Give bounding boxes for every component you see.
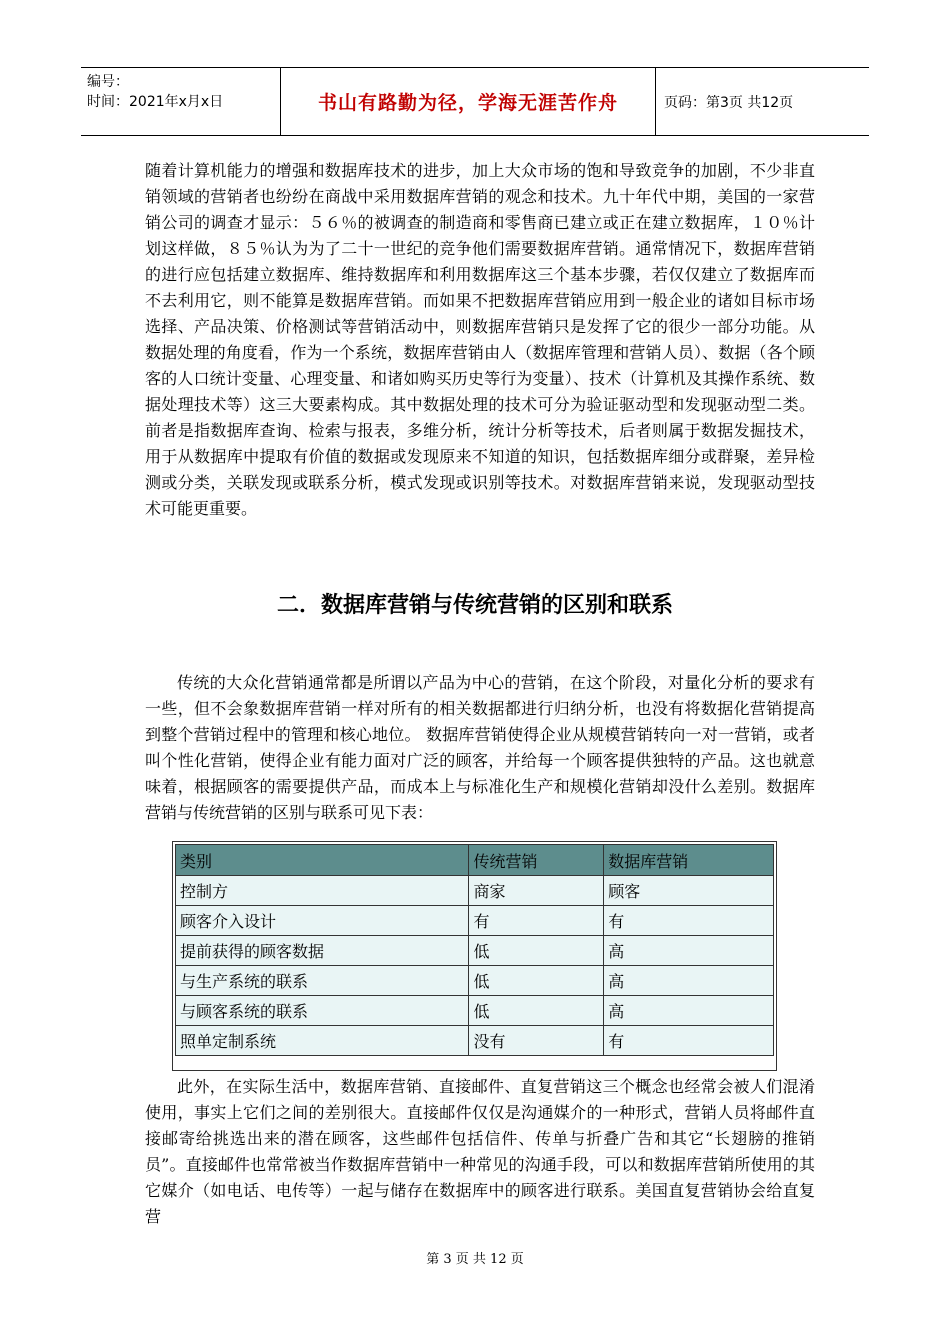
table-cell: 控制方 [176, 876, 469, 906]
table-row [176, 936, 774, 966]
table-cell: 高 [604, 996, 774, 1026]
comparison-table [175, 844, 774, 1056]
page-footer: 第 3 页 共 12 页 [426, 1252, 524, 1267]
table-cell: 有 [469, 906, 604, 936]
table-cell: 有 [604, 1026, 774, 1056]
table-row [176, 906, 774, 936]
page-header [81, 67, 869, 136]
table-cell: 高 [604, 966, 774, 996]
table-cell: 低 [469, 936, 604, 966]
table-cell: 顾客介入设计 [176, 906, 469, 936]
table-header-row [176, 845, 774, 876]
section-heading: 二．数据库营销与传统营销的区别和联系 [276, 593, 673, 618]
table-row [176, 876, 774, 906]
table-cell: 顾客 [604, 876, 774, 906]
table-row [176, 966, 774, 996]
table-row [176, 1026, 774, 1056]
table-cell: 照单定制系统 [176, 1026, 469, 1056]
table-header-cell: 类别 [176, 845, 469, 876]
table-cell: 有 [604, 906, 774, 936]
table-row [176, 996, 774, 1026]
table-cell: 与顾客系统的联系 [176, 996, 469, 1026]
table-cell: 没有 [469, 1026, 604, 1056]
table-cell: 商家 [469, 876, 604, 906]
table-header-cell: 传统营销 [469, 845, 604, 876]
header-meta [81, 68, 281, 135]
number-label: 编号： [87, 74, 129, 90]
time-label: 时间：2021年x月x日 [87, 94, 224, 110]
body-paragraph-2: 传统的大众化营销通常都是所谓以产品为中心的营销，在这个阶段，对量化分析的要求有一些，但不会象数据库营销一样对所有的相关数据都进行归纳分析，也没有将数据化营销提高到整个营销过程中的管理和核心地位。 数据库营销使得企业从规模营销转向一对一营销，或者叫个性化营销，使得企业有能力面对广泛的顾客，并给每一个顾客提供独特的产品。这也就意味着，根据顾客的需要提供产品，而成本上与标准化生产和规模化营销却没什么差别。数据库营销与传统营销的区别与联系可见下表： [145, 673, 815, 822]
table-header-cell: 数据库营销 [604, 845, 774, 876]
table-cell: 与生产系统的联系 [176, 966, 469, 996]
table-cell: 高 [604, 936, 774, 966]
table-cell: 低 [469, 966, 604, 996]
body-paragraph-1: 随着计算机能力的增强和数据库技术的进步，加上大众市场的饱和导致竞争的加剧，不少非直销领域的营销者也纷纷在商战中采用数据库营销的观念和技术。九十年代中期，美国的一家营销公司的调查才显示：５６％的被调查的制造商和零售商已建立或正在建立数据库，１０％计划这样做，８５％认为为了二十一世纪的竞争他们需要数据库营销。通常情况下，数据库营销的进行应包括建立数据库、维持数据库和利用数据库这三个基本步骤，若仅仅建立了数据库而不去利用它，则不能算是数据库营销。而如果不把数据库营销应用到一般企业的诸如目标市场选择、产品决策、价格测试等营销活动中，则数据库营销只是发挥了它的很少一部分功能。从数据处理的角度看，作为一个系统，数据库营销由人（数据库管理和营销人员）、数据（各个顾客的人口统计变量、心理变量、和诸如购买历史等行为变量）、技术（计算机及其操作系统、数据处理技术等）这三大要素构成。其中数据处理的技术可分为验证驱动型和发现驱动型二类。前者是指数据库查询、检索与报表，多维分析，统计分析等技术，后者则属于数据发掘技术，用于从数据库中提取有价值的数据或发现原来不知道的知识，包括数据库细分或群聚，差异检测或分类，关联发现或联系分析，模式发现或识别等技术。对数据库营销来说，发现驱动型技术可能更重要。 [145, 161, 815, 518]
body-paragraph-3: 此外，在实际生活中，数据库营销、直接邮件、直复营销这三个概念也经常会被人们混淆使用，事实上它们之间的差别很大。直接邮件仅仅是沟通媒介的一种形式，营销人员将邮件直接邮寄给挑选出来的潜在顾客，这些邮件包括信件、传单与折叠广告和其它“长翅膀的推销员”。直接邮件也常常被当作数据库营销中一种常见的沟通手段，可以和数据库营销所使用的其它媒介（如电话、电传等）一起与储存在数据库中的顾客进行联系。美国直复营销协会给直复营 [145, 1077, 815, 1226]
table-cell: 低 [469, 996, 604, 1026]
table-cell: 提前获得的顾客数据 [176, 936, 469, 966]
header-page-info: 页码：第3页 共12页 [664, 94, 794, 111]
header-motto: 书山有路勤为径，学海无涯苦作舟 [281, 68, 656, 135]
